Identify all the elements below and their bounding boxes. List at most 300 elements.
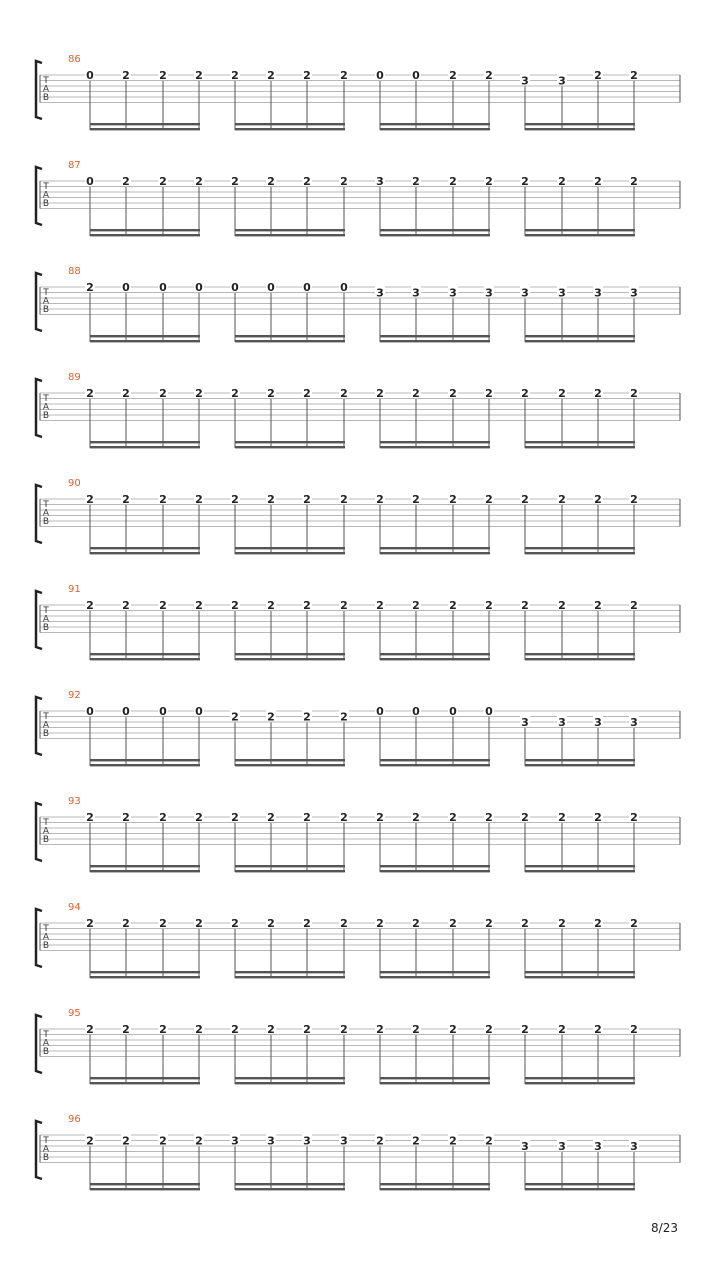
tab-clef-letter: A bbox=[42, 190, 50, 201]
measure-number: 91 bbox=[68, 584, 81, 595]
fret-number: 2 bbox=[159, 811, 167, 824]
beam bbox=[525, 446, 635, 448]
fret-number: 2 bbox=[594, 175, 602, 188]
fret-number: 2 bbox=[122, 599, 130, 612]
fret-number: 2 bbox=[86, 1023, 94, 1036]
beam bbox=[380, 552, 490, 554]
beam bbox=[525, 1077, 635, 1079]
beam bbox=[90, 234, 200, 236]
fret-number: 2 bbox=[267, 1023, 275, 1036]
fret-number: 3 bbox=[521, 1140, 529, 1153]
fret-number: 2 bbox=[485, 1023, 493, 1036]
tab-clef-letter: A bbox=[42, 84, 50, 95]
beam bbox=[90, 971, 200, 973]
tab-clef-letter: B bbox=[42, 517, 50, 527]
system-bracket bbox=[36, 61, 42, 119]
fret-number: 2 bbox=[122, 1023, 130, 1036]
fret-number: 2 bbox=[340, 811, 348, 824]
fret-number: 2 bbox=[122, 387, 130, 400]
beam bbox=[525, 865, 635, 867]
fret-number: 2 bbox=[376, 387, 384, 400]
fret-number: 2 bbox=[340, 493, 348, 506]
tab-clef-letter: A bbox=[42, 720, 50, 731]
fret-number: 3 bbox=[558, 286, 566, 300]
beam bbox=[525, 234, 635, 236]
fret-number: 2 bbox=[521, 811, 529, 824]
beam bbox=[90, 759, 200, 761]
fret-number: 2 bbox=[558, 175, 566, 188]
measure-number: 88 bbox=[68, 266, 81, 277]
system-bracket bbox=[36, 1121, 42, 1179]
fret-number: 2 bbox=[86, 281, 94, 294]
tab-clef-letter: B bbox=[42, 199, 50, 209]
beam bbox=[235, 547, 345, 549]
fret-number: 0 bbox=[267, 281, 275, 294]
fret-number: 2 bbox=[195, 811, 203, 824]
fret-number: 2 bbox=[267, 917, 275, 930]
fret-number: 2 bbox=[449, 493, 457, 506]
fret-number: 0 bbox=[412, 69, 420, 82]
beam bbox=[235, 128, 345, 130]
tab-clef-letter: A bbox=[42, 508, 50, 519]
fret-number: 3 bbox=[485, 286, 493, 300]
beam bbox=[90, 865, 200, 867]
fret-number: 2 bbox=[376, 599, 384, 612]
fret-number: 3 bbox=[303, 1134, 311, 1148]
beam bbox=[235, 340, 345, 342]
measure-number: 90 bbox=[68, 478, 81, 489]
beam bbox=[525, 547, 635, 549]
fret-number: 2 bbox=[485, 811, 493, 824]
fret-number: 2 bbox=[594, 811, 602, 824]
beam bbox=[235, 446, 345, 448]
beam bbox=[380, 976, 490, 978]
fret-number: 3 bbox=[521, 74, 529, 88]
fret-number: 2 bbox=[630, 1023, 638, 1036]
tab-clef-letter: B bbox=[42, 93, 50, 103]
fret-number: 2 bbox=[86, 387, 94, 400]
fret-number: 2 bbox=[303, 387, 311, 400]
tab-clef-letter: A bbox=[42, 1144, 50, 1155]
fret-number: 2 bbox=[630, 493, 638, 506]
beam bbox=[90, 1077, 200, 1079]
beam bbox=[380, 1183, 490, 1185]
beam bbox=[235, 1183, 345, 1185]
beam bbox=[235, 653, 345, 655]
fret-number: 2 bbox=[485, 493, 493, 506]
fret-number: 2 bbox=[122, 1134, 130, 1148]
fret-number: 0 bbox=[195, 281, 203, 294]
fret-number: 2 bbox=[630, 917, 638, 930]
beam bbox=[90, 1082, 200, 1084]
fret-number: 2 bbox=[231, 493, 239, 506]
fret-number: 3 bbox=[376, 286, 384, 300]
tab-clef-letter: A bbox=[42, 826, 50, 837]
beam bbox=[90, 764, 200, 766]
fret-number: 2 bbox=[558, 917, 566, 930]
fret-number: 2 bbox=[558, 1023, 566, 1036]
tab-clef-letter: T bbox=[43, 394, 49, 404]
beam bbox=[525, 870, 635, 872]
beam bbox=[235, 123, 345, 125]
beam bbox=[380, 340, 490, 342]
fret-number: 2 bbox=[340, 917, 348, 930]
fret-number: 2 bbox=[594, 69, 602, 82]
fret-number: 2 bbox=[303, 1023, 311, 1036]
beam bbox=[525, 123, 635, 125]
tab-clef-letter: B bbox=[42, 729, 50, 739]
fret-number: 2 bbox=[521, 1023, 529, 1036]
fret-number: 2 bbox=[521, 493, 529, 506]
system-bracket bbox=[36, 803, 42, 861]
fret-number: 0 bbox=[159, 281, 167, 294]
tab-clef-letter: B bbox=[42, 1153, 50, 1163]
fret-number: 2 bbox=[376, 1134, 384, 1148]
fret-number: 2 bbox=[303, 599, 311, 612]
fret-number: 2 bbox=[122, 917, 130, 930]
fret-number: 2 bbox=[521, 917, 529, 930]
fret-number: 2 bbox=[122, 175, 130, 188]
beam bbox=[525, 1183, 635, 1185]
system-bracket bbox=[36, 909, 42, 967]
fret-number: 0 bbox=[122, 281, 130, 294]
tab-clef-letter: T bbox=[43, 924, 49, 934]
fret-number: 2 bbox=[159, 1134, 167, 1148]
beam bbox=[90, 123, 200, 125]
beam bbox=[525, 1082, 635, 1084]
beam bbox=[90, 335, 200, 337]
fret-number: 2 bbox=[594, 1023, 602, 1036]
beam bbox=[525, 764, 635, 766]
fret-number: 2 bbox=[267, 811, 275, 824]
fret-number: 2 bbox=[594, 917, 602, 930]
tab-clef-letter: B bbox=[42, 305, 50, 315]
system-bracket bbox=[36, 697, 42, 755]
tab-clef-letter: B bbox=[42, 941, 50, 951]
beam bbox=[380, 971, 490, 973]
tab-clef-letter: A bbox=[42, 614, 50, 625]
fret-number: 2 bbox=[376, 493, 384, 506]
measure-number: 94 bbox=[68, 902, 81, 913]
measure-number: 86 bbox=[68, 54, 81, 65]
fret-number: 2 bbox=[521, 387, 529, 400]
fret-number: 2 bbox=[558, 493, 566, 506]
fret-number: 2 bbox=[231, 69, 239, 82]
fret-number: 3 bbox=[521, 286, 529, 300]
fret-number: 2 bbox=[231, 599, 239, 612]
beam bbox=[380, 870, 490, 872]
fret-number: 2 bbox=[340, 599, 348, 612]
fret-number: 2 bbox=[86, 493, 94, 506]
beam bbox=[525, 976, 635, 978]
fret-number: 2 bbox=[159, 69, 167, 82]
fret-number: 2 bbox=[594, 493, 602, 506]
beam bbox=[235, 759, 345, 761]
fret-number: 2 bbox=[303, 811, 311, 824]
fret-number: 2 bbox=[340, 387, 348, 400]
fret-number: 2 bbox=[340, 69, 348, 82]
fret-number: 2 bbox=[521, 175, 529, 188]
fret-number: 0 bbox=[376, 69, 384, 82]
tab-clef-letter: T bbox=[43, 288, 49, 298]
fret-number: 2 bbox=[412, 917, 420, 930]
system-bracket bbox=[36, 591, 42, 649]
fret-number: 2 bbox=[449, 1023, 457, 1036]
beam bbox=[525, 1188, 635, 1190]
fret-number: 2 bbox=[630, 175, 638, 188]
fret-number: 2 bbox=[122, 493, 130, 506]
fret-number: 2 bbox=[195, 599, 203, 612]
system-bracket bbox=[36, 167, 42, 225]
fret-number: 3 bbox=[231, 1134, 239, 1148]
fret-number: 2 bbox=[303, 493, 311, 506]
beam bbox=[90, 547, 200, 549]
measure-number: 87 bbox=[68, 160, 81, 171]
fret-number: 2 bbox=[86, 1134, 94, 1148]
fret-number: 2 bbox=[630, 811, 638, 824]
fret-number: 2 bbox=[303, 69, 311, 82]
fret-number: 2 bbox=[340, 175, 348, 188]
fret-number: 2 bbox=[86, 811, 94, 824]
tab-clef-letter: A bbox=[42, 932, 50, 943]
beam bbox=[235, 552, 345, 554]
fret-number: 0 bbox=[376, 705, 384, 718]
beam bbox=[235, 335, 345, 337]
fret-number: 2 bbox=[86, 917, 94, 930]
tab-clef-letter: T bbox=[43, 818, 49, 828]
fret-number: 2 bbox=[231, 1023, 239, 1036]
fret-number: 0 bbox=[195, 705, 203, 718]
beam bbox=[525, 441, 635, 443]
tab-clef-letter: B bbox=[42, 835, 50, 845]
fret-number: 2 bbox=[449, 69, 457, 82]
beam bbox=[90, 441, 200, 443]
fret-number: 3 bbox=[630, 1140, 638, 1153]
fret-number: 0 bbox=[86, 175, 94, 188]
fret-number: 2 bbox=[267, 175, 275, 188]
beam bbox=[380, 1082, 490, 1084]
fret-number: 2 bbox=[594, 599, 602, 612]
fret-number: 2 bbox=[195, 917, 203, 930]
fret-number: 3 bbox=[376, 175, 384, 188]
beam bbox=[525, 653, 635, 655]
fret-number: 3 bbox=[521, 716, 529, 729]
fret-number: 2 bbox=[195, 175, 203, 188]
beam bbox=[525, 340, 635, 342]
beam bbox=[380, 441, 490, 443]
fret-number: 2 bbox=[86, 599, 94, 612]
fret-number: 2 bbox=[558, 599, 566, 612]
beam bbox=[380, 759, 490, 761]
fret-number: 2 bbox=[412, 599, 420, 612]
beam bbox=[235, 658, 345, 660]
fret-number: 2 bbox=[122, 811, 130, 824]
fret-number: 2 bbox=[231, 917, 239, 930]
beam bbox=[380, 335, 490, 337]
fret-number: 2 bbox=[267, 493, 275, 506]
system-bracket bbox=[36, 273, 42, 331]
beam bbox=[380, 446, 490, 448]
fret-number: 2 bbox=[412, 1134, 420, 1148]
beam bbox=[525, 658, 635, 660]
fret-number: 3 bbox=[558, 74, 566, 88]
fret-number: 2 bbox=[449, 175, 457, 188]
fret-number: 2 bbox=[231, 710, 239, 724]
fret-number: 2 bbox=[485, 69, 493, 82]
measure-number: 89 bbox=[68, 372, 81, 383]
beam bbox=[380, 234, 490, 236]
fret-number: 2 bbox=[340, 710, 348, 724]
tab-clef-letter: A bbox=[42, 402, 50, 413]
fret-number: 2 bbox=[412, 175, 420, 188]
beam bbox=[90, 658, 200, 660]
beam bbox=[235, 1188, 345, 1190]
fret-number: 2 bbox=[485, 917, 493, 930]
page-number: 8/23 bbox=[651, 1221, 678, 1235]
fret-number: 2 bbox=[412, 811, 420, 824]
fret-number: 2 bbox=[159, 387, 167, 400]
fret-number: 2 bbox=[267, 599, 275, 612]
beam bbox=[235, 971, 345, 973]
beam bbox=[525, 971, 635, 973]
beam bbox=[235, 229, 345, 231]
fret-number: 2 bbox=[267, 69, 275, 82]
fret-number: 2 bbox=[159, 1023, 167, 1036]
fret-number: 3 bbox=[267, 1134, 275, 1148]
system-bracket bbox=[36, 1015, 42, 1073]
tab-clef-letter: B bbox=[42, 411, 50, 421]
fret-number: 2 bbox=[231, 387, 239, 400]
tab-clef-letter: T bbox=[43, 182, 49, 192]
beam bbox=[235, 1082, 345, 1084]
fret-number: 2 bbox=[303, 175, 311, 188]
fret-number: 2 bbox=[195, 69, 203, 82]
beam bbox=[90, 976, 200, 978]
fret-number: 2 bbox=[412, 387, 420, 400]
beam bbox=[235, 865, 345, 867]
tab-clef-letter: T bbox=[43, 1030, 49, 1040]
tab-clef-letter: A bbox=[42, 296, 50, 307]
fret-number: 0 bbox=[122, 705, 130, 718]
fret-number: 2 bbox=[267, 710, 275, 724]
fret-number: 3 bbox=[594, 716, 602, 729]
beam bbox=[235, 234, 345, 236]
fret-number: 3 bbox=[630, 716, 638, 729]
beam bbox=[380, 229, 490, 231]
tab-clef-letter: T bbox=[43, 1136, 49, 1146]
fret-number: 3 bbox=[558, 1140, 566, 1153]
measure-number: 92 bbox=[68, 690, 81, 701]
beam bbox=[380, 653, 490, 655]
beam bbox=[525, 128, 635, 130]
system-bracket bbox=[36, 379, 42, 437]
fret-number: 2 bbox=[303, 710, 311, 724]
beam bbox=[525, 335, 635, 337]
fret-number: 2 bbox=[630, 599, 638, 612]
fret-number: 0 bbox=[449, 705, 457, 718]
fret-number: 2 bbox=[449, 917, 457, 930]
fret-number: 2 bbox=[558, 811, 566, 824]
fret-number: 2 bbox=[159, 599, 167, 612]
tab-clef-letter: B bbox=[42, 1047, 50, 1057]
fret-number: 2 bbox=[231, 175, 239, 188]
tab-clef-letter: A bbox=[42, 1038, 50, 1049]
fret-number: 0 bbox=[485, 705, 493, 718]
beam bbox=[90, 870, 200, 872]
fret-number: 2 bbox=[630, 387, 638, 400]
fret-number: 2 bbox=[231, 811, 239, 824]
fret-number: 3 bbox=[558, 716, 566, 729]
beam bbox=[380, 1077, 490, 1079]
fret-number: 2 bbox=[449, 387, 457, 400]
tab-clef-letter: T bbox=[43, 76, 49, 86]
fret-number: 2 bbox=[340, 1023, 348, 1036]
fret-number: 0 bbox=[412, 705, 420, 718]
beam bbox=[380, 547, 490, 549]
beam bbox=[90, 229, 200, 231]
measure-number: 96 bbox=[68, 1114, 81, 1125]
fret-number: 2 bbox=[159, 917, 167, 930]
fret-number: 2 bbox=[630, 69, 638, 82]
tab-clef-letter: B bbox=[42, 623, 50, 633]
fret-number: 2 bbox=[195, 1023, 203, 1036]
measure-number: 95 bbox=[68, 1008, 81, 1019]
fret-number: 3 bbox=[412, 286, 420, 300]
beam bbox=[90, 1188, 200, 1190]
fret-number: 2 bbox=[449, 811, 457, 824]
fret-number: 2 bbox=[159, 493, 167, 506]
measure-number: 93 bbox=[68, 796, 81, 807]
fret-number: 0 bbox=[340, 281, 348, 294]
fret-number: 2 bbox=[449, 1134, 457, 1148]
tab-clef-letter: T bbox=[43, 712, 49, 722]
beam bbox=[90, 552, 200, 554]
fret-number: 2 bbox=[159, 175, 167, 188]
fret-number: 2 bbox=[122, 69, 130, 82]
beam bbox=[90, 340, 200, 342]
fret-number: 0 bbox=[303, 281, 311, 294]
beam bbox=[380, 658, 490, 660]
beam bbox=[90, 446, 200, 448]
fret-number: 2 bbox=[521, 599, 529, 612]
fret-number: 2 bbox=[412, 1023, 420, 1036]
fret-number: 0 bbox=[159, 705, 167, 718]
fret-number: 2 bbox=[485, 1134, 493, 1148]
fret-number: 3 bbox=[449, 286, 457, 300]
fret-number: 2 bbox=[303, 917, 311, 930]
fret-number: 0 bbox=[86, 705, 94, 718]
fret-number: 2 bbox=[449, 599, 457, 612]
system-bracket bbox=[36, 485, 42, 543]
fret-number: 0 bbox=[86, 69, 94, 82]
beam bbox=[380, 123, 490, 125]
beam bbox=[90, 653, 200, 655]
beam bbox=[235, 1077, 345, 1079]
fret-number: 3 bbox=[594, 1140, 602, 1153]
beam bbox=[380, 128, 490, 130]
fret-number: 3 bbox=[594, 286, 602, 300]
fret-number: 2 bbox=[376, 1023, 384, 1036]
fret-number: 2 bbox=[558, 387, 566, 400]
beam bbox=[235, 764, 345, 766]
fret-number: 2 bbox=[594, 387, 602, 400]
beam bbox=[525, 229, 635, 231]
fret-number: 3 bbox=[630, 286, 638, 300]
beam bbox=[525, 552, 635, 554]
fret-number: 2 bbox=[195, 1134, 203, 1148]
beam bbox=[380, 764, 490, 766]
fret-number: 2 bbox=[485, 387, 493, 400]
